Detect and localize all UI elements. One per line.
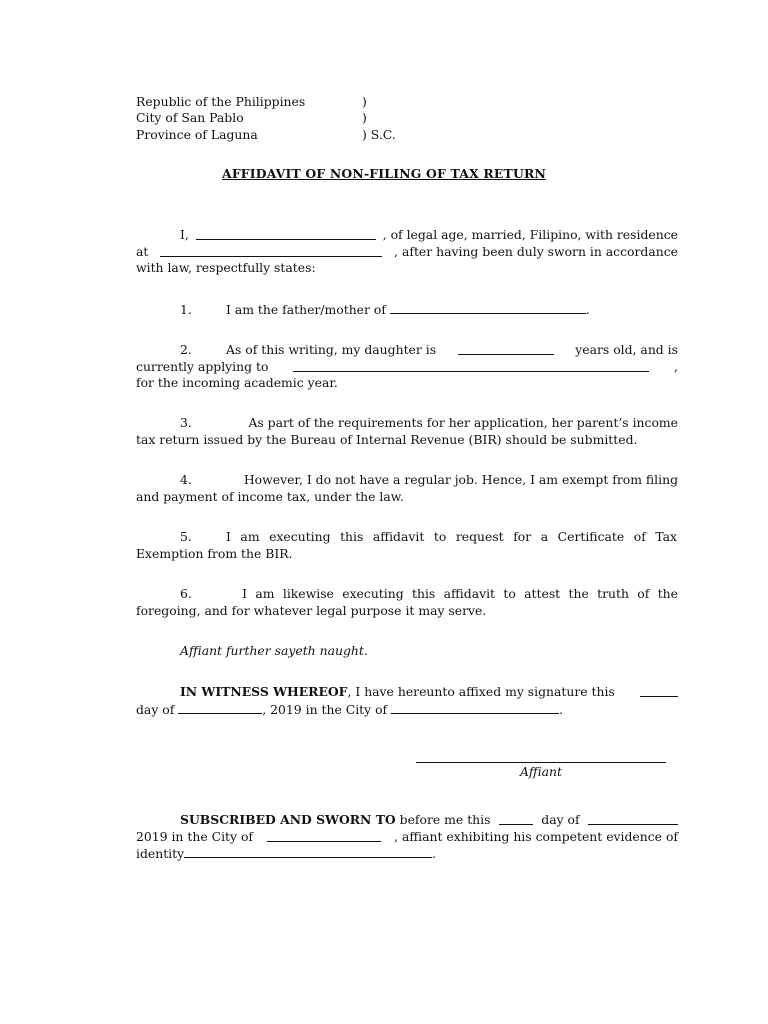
item-5: [136, 529, 678, 562]
witness-text: , 2019 in the City of: [262, 701, 388, 717]
caption-line-republic: Republic of the Philippines: [136, 94, 306, 109]
caption-bracket: ): [362, 110, 367, 125]
item-line: [136, 529, 678, 546]
sworn-text: , affiant exhibiting his competent evidence of: [394, 828, 678, 844]
item-1: [136, 301, 722, 319]
item-line: [136, 472, 678, 489]
witness-paragraph: [136, 684, 678, 718]
item-text: I am the father/mother of: [226, 302, 386, 317]
item-number: 6.: [180, 586, 192, 601]
witness-text: .: [559, 701, 564, 717]
intro-text: , of legal age, married, Filipino, with residence: [382, 227, 678, 242]
item-number: 5.: [180, 529, 192, 544]
witness-line: [136, 701, 678, 719]
item-text: .: [585, 302, 590, 317]
item-number: 4.: [180, 472, 192, 487]
age-blank[interactable]: [458, 342, 554, 355]
intro-line: with law, respectfully states:: [136, 260, 316, 275]
item-line: [136, 342, 678, 359]
school-blank[interactable]: [293, 359, 649, 372]
sworn-line: [136, 829, 678, 846]
item-2: [136, 342, 678, 392]
child-name-blank[interactable]: [390, 301, 586, 314]
sworn-line: [136, 845, 678, 863]
item-number: 3.: [180, 415, 192, 430]
item-line: for the incoming academic year.: [136, 375, 338, 390]
title-text: AFFIDAVIT OF NON-FILING OF TAX RETURN: [222, 166, 546, 181]
item-line: tax return issued by the Bureau of Internal Revenue (BIR) should be submitted.: [136, 431, 638, 447]
item-4: [136, 472, 678, 505]
sworn-month-blank[interactable]: [588, 812, 678, 825]
item-text: years old, and is: [575, 342, 678, 357]
item-text: currently applying to: [136, 358, 269, 374]
intro-line: [136, 227, 678, 244]
name-blank[interactable]: [196, 227, 376, 240]
residence-blank[interactable]: [160, 244, 382, 257]
item-6: [136, 586, 678, 619]
sworn-text: day of: [541, 812, 580, 827]
item-text: As part of the requirements for her application, her parent’s income: [248, 415, 678, 430]
city-blank[interactable]: [391, 701, 559, 714]
intro-text: I,: [180, 227, 189, 242]
item-line: [136, 359, 678, 376]
witness-line: [136, 684, 678, 701]
item-text: As of this writing, my daughter is: [226, 342, 437, 357]
affiant-label-text: Affiant: [519, 764, 563, 779]
item-text-content: I am executing this affidavit to request for a Certificate of Tax: [226, 529, 678, 544]
intro-line: [136, 244, 678, 261]
signature-date-blank[interactable]: [640, 684, 678, 697]
affiant-signature-line[interactable]: [416, 762, 666, 763]
item-text: [226, 529, 678, 546]
item-line: [136, 415, 678, 432]
sworn-text: .: [432, 846, 437, 861]
caption-line-province: Province of Laguna: [136, 127, 258, 142]
item-text: However, I do not have a regular job. Hence, I am exempt from filing: [243, 472, 678, 487]
caption-bracket: ): [362, 94, 367, 109]
identity-blank[interactable]: [184, 845, 432, 858]
item-text: I am likewise executing this affidavit to attest the truth of the: [242, 586, 678, 601]
document-title: [0, 166, 768, 183]
intro-text: , after having been duly sworn in accordance: [394, 243, 678, 259]
sayeth-text: Affiant further sayeth naught.: [180, 643, 368, 658]
sworn-day-blank[interactable]: [499, 812, 533, 825]
sworn-line: [136, 812, 678, 829]
sayeth-naught: [180, 643, 368, 660]
sworn-text: identity: [136, 846, 185, 861]
item-line: foregoing, and for whatever legal purpose it may serve.: [136, 602, 487, 618]
sworn-city-blank[interactable]: [267, 829, 381, 842]
item-text: ,: [674, 358, 678, 374]
item-3: [136, 415, 678, 448]
witness-text: day of: [136, 701, 175, 717]
sworn-heading: SUBSCRIBED AND SWORN TO: [180, 812, 396, 827]
intro-text: at: [136, 243, 149, 259]
sworn-paragraph: [136, 812, 678, 863]
item-number: 1.: [180, 302, 192, 317]
item-number: 2.: [180, 342, 192, 357]
sworn-text: 2019 in the City of: [136, 828, 253, 844]
item-line: Exemption from the BIR.: [136, 545, 293, 561]
affiant-label: [416, 764, 666, 781]
intro-paragraph: [136, 227, 678, 277]
item-line: and payment of income tax, under the law.: [136, 488, 404, 504]
witness-text: , I have hereunto affixed my signature this: [347, 684, 615, 699]
item-line: [136, 586, 678, 603]
sworn-text: before me this: [399, 812, 491, 827]
month-blank[interactable]: [178, 701, 262, 714]
caption-line-city: City of San Pablo: [136, 110, 244, 125]
caption-venue-sc: ) S.C.: [362, 127, 396, 142]
witness-heading: IN WITNESS WHEREOF: [180, 684, 348, 699]
